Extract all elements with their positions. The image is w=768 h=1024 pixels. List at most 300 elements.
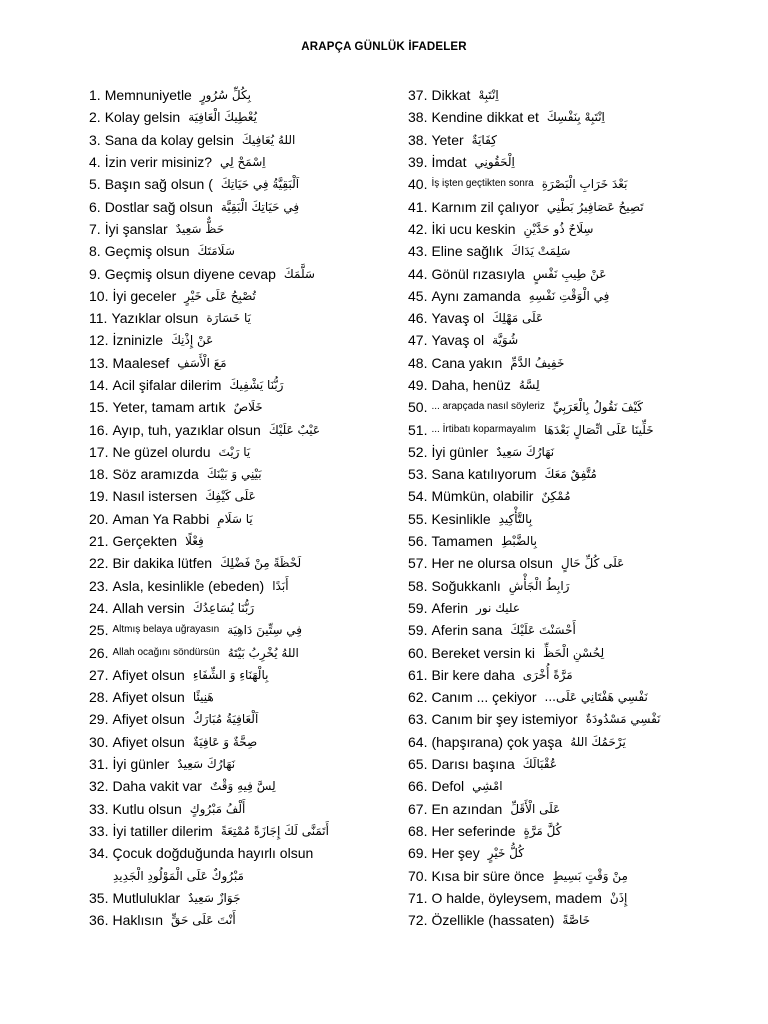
turkish-phrase: O halde, öyleysem, madem <box>431 889 602 906</box>
list-item <box>89 418 389 440</box>
item-number: 60. <box>408 644 428 661</box>
turkish-phrase: Darısı başına <box>431 756 515 773</box>
item-number: 33. <box>89 800 109 817</box>
arabic-phrase: فِي حَيَاتِكَ الْبَقِيَّة <box>220 199 300 214</box>
turkish-phrase: Memnuniyetle <box>104 87 192 104</box>
list-item <box>89 396 389 418</box>
list-item <box>89 485 389 507</box>
arabic-phrase: إِذَنْ <box>609 890 628 905</box>
item-number: 20. <box>89 510 109 527</box>
item-number: 64. <box>408 733 428 750</box>
list-item <box>408 240 753 262</box>
arabic-phrase: هَنِيئًا <box>192 690 214 705</box>
turkish-phrase: İki ucu keskin <box>431 220 516 237</box>
list-item <box>89 151 389 173</box>
item-number: 63. <box>408 711 428 728</box>
item-number: 68. <box>408 822 428 839</box>
turkish-phrase: Allah versin <box>112 599 185 616</box>
arabic-phrase: مَرَّةً أُخْرَى <box>522 667 573 682</box>
turkish-phrase: Canım ... çekiyor <box>431 689 537 706</box>
list-item <box>408 262 753 284</box>
item-number: 30. <box>89 733 109 750</box>
list-item <box>408 485 753 507</box>
arabic-phrase: عَنْ إِذْنِكَ <box>171 333 214 348</box>
list-item <box>408 798 753 820</box>
arabic-phrase: يَا خَسَارَة <box>206 311 252 326</box>
turkish-phrase: ... arapçada nasıl söyleriz <box>431 401 545 413</box>
turkish-phrase: Afiyet olsun <box>112 711 185 728</box>
left-column <box>89 84 389 931</box>
arabic-phrase: لِسَّهُ <box>518 378 540 392</box>
list-item <box>408 842 753 864</box>
arabic-phrase: يُعْطِيكَ الْعَافِيَة <box>188 110 257 125</box>
item-number: 5. <box>89 176 101 193</box>
list-item <box>89 218 389 240</box>
arabic-phrase: تُصْبِحُ عَلَى خَيْرٍ <box>184 288 256 303</box>
list-item <box>89 864 389 886</box>
turkish-phrase: Gönül rızasıyla <box>431 265 525 282</box>
arabic-phrase: عَنْ طِيبِ نَفْسٍ <box>532 266 607 281</box>
turkish-phrase: İyi günler <box>431 443 489 460</box>
item-number: 71. <box>408 889 428 906</box>
item-number: 29. <box>89 711 109 728</box>
item-number: 58. <box>408 577 428 594</box>
turkish-phrase: Geçmiş olsun diyene cevap <box>104 265 276 282</box>
list-item <box>408 619 753 641</box>
item-number: 11. <box>89 310 108 327</box>
arabic-phrase: عليك نور <box>476 600 521 615</box>
turkish-phrase: Soğukkanlı <box>431 577 501 594</box>
item-number: 31. <box>89 756 109 773</box>
arabic-phrase: كُلُّ خَيْرٍ <box>487 846 524 861</box>
arabic-phrase: مِنْ وَقْتٍ بَسِيطٍ <box>552 868 628 883</box>
list-item <box>89 731 389 753</box>
arabic-phrase: سَلِمَتْ يَدَاكَ <box>511 244 571 259</box>
turkish-phrase: Eline sağlık <box>431 243 504 260</box>
item-number: 24. <box>89 599 109 616</box>
item-number: 57. <box>408 555 428 572</box>
turkish-phrase: Bereket versin ki <box>431 644 535 661</box>
turkish-phrase: İmdat <box>431 154 467 171</box>
turkish-phrase: Her seferinde <box>431 822 516 839</box>
arabic-phrase: اِسْمَحْ لِي <box>220 155 266 170</box>
item-number: 59. <box>408 599 428 616</box>
arabic-phrase: بِالتَّأْكِيدِ <box>498 511 533 526</box>
turkish-phrase: Maalesef <box>112 354 170 371</box>
arabic-phrase: مَبْرُوكٌ عَلَى الْمَوْلُودِ الْجَدِيدِ <box>113 868 244 883</box>
item-number: 4. <box>89 154 101 171</box>
turkish-phrase: Tamamen <box>431 533 493 550</box>
turkish-phrase: Afiyet olsun <box>112 666 185 683</box>
list-item <box>408 129 753 151</box>
arabic-phrase: خَلَاصٌ <box>233 400 263 415</box>
list-item <box>408 508 753 530</box>
list-item <box>89 842 389 864</box>
item-number: 56. <box>408 533 428 550</box>
list-item <box>408 909 753 931</box>
list-item <box>408 173 753 195</box>
arabic-phrase: مُتَّفِقٌ مَعَكَ <box>544 467 597 482</box>
item-number: 26. <box>89 644 109 661</box>
item-number: 70. <box>408 867 428 884</box>
item-number: 44. <box>408 265 428 282</box>
turkish-phrase: (hapşırana) çok yaşa <box>431 733 563 750</box>
item-number: 1. <box>89 87 101 104</box>
list-item <box>408 887 753 909</box>
right-column <box>408 84 753 931</box>
item-number: 45. <box>408 287 428 304</box>
turkish-phrase: En azından <box>431 800 503 817</box>
arabic-phrase: خَلِّينَا عَلَى اتِّصَالٍ بَعْدَهَا <box>543 422 654 437</box>
arabic-phrase: فِي الْوَقْتِ نَفْسِهِ <box>528 288 610 303</box>
item-number: 49. <box>408 377 428 393</box>
turkish-phrase: Aferin sana <box>431 622 503 639</box>
turkish-phrase: İyi tatiller dilerim <box>112 822 213 839</box>
item-number: 69. <box>408 845 428 862</box>
list-item <box>89 106 389 128</box>
turkish-phrase: Mümkün, olabilir <box>431 488 534 505</box>
list-item <box>89 463 389 485</box>
turkish-phrase: Bir kere daha <box>431 666 515 683</box>
item-number: 35. <box>89 889 109 906</box>
turkish-phrase: Haklısın <box>112 912 164 929</box>
item-number: 38. <box>408 109 428 126</box>
arabic-phrase: حَظٌّ سَعِيدٌ <box>175 221 225 236</box>
item-number: 67. <box>408 800 428 817</box>
turkish-phrase: Aynı zamanda <box>431 287 521 304</box>
list-item <box>408 151 753 173</box>
list-item <box>408 820 753 842</box>
arabic-phrase: بِالْهَنَاءِ وَ الشِّفَاءِ <box>192 667 269 682</box>
turkish-phrase: Allah ocağını söndürsün <box>112 646 220 658</box>
item-number: 21. <box>89 533 109 550</box>
item-number: 8. <box>89 243 101 260</box>
list-item <box>408 396 753 418</box>
list-item <box>89 441 389 463</box>
list-item <box>89 173 389 195</box>
arabic-phrase: كُلَّ مَرَّةٍ <box>523 823 562 838</box>
arabic-phrase: بِالضَّبْطِ <box>500 534 538 549</box>
item-number: 19. <box>89 488 109 505</box>
turkish-phrase: Dostlar sağ olsun <box>104 198 213 215</box>
item-number: 54. <box>408 488 428 505</box>
item-number: 13. <box>89 354 109 371</box>
item-number: 12. <box>89 332 109 349</box>
turkish-phrase: Daha, henüz <box>431 377 511 393</box>
turkish-phrase: Defol <box>431 778 465 795</box>
list-item <box>89 686 389 708</box>
arabic-phrase: خَفِيفُ الدَّمِّ <box>510 355 565 370</box>
turkish-phrase: Yeter, tamam artık <box>112 399 226 416</box>
item-number: 38. <box>408 131 428 148</box>
list-item <box>408 352 753 374</box>
item-number: 46. <box>408 310 428 327</box>
list-item <box>408 329 753 351</box>
item-number: 50. <box>408 399 428 416</box>
turkish-phrase: Kısa bir süre önce <box>431 867 545 884</box>
turkish-phrase: İzninizle <box>112 332 164 349</box>
arabic-phrase: خَاصَّةً <box>562 913 591 928</box>
list-item <box>408 686 753 708</box>
list-item <box>89 798 389 820</box>
list-item <box>408 575 753 597</box>
list-item <box>89 664 389 686</box>
list-item <box>408 641 753 663</box>
arabic-phrase: يَا رَيْتَ <box>218 444 251 459</box>
list-item <box>89 530 389 552</box>
list-item <box>89 307 389 329</box>
turkish-phrase: İş işten geçtikten sonra <box>431 178 534 190</box>
list-item <box>89 641 389 663</box>
item-number: 40. <box>408 176 428 193</box>
item-number: 41. <box>408 198 428 215</box>
arabic-phrase: سِلَاحٌ ذُو حَدَّيْنِ <box>523 221 594 236</box>
item-number: 48. <box>408 354 428 371</box>
turkish-phrase: Çocuk doğduğunda hayırlı olsun <box>112 845 314 862</box>
turkish-phrase: Özellikle (hassaten) <box>431 912 555 929</box>
page-title: ARAPÇA GÜNLÜK İFADELER <box>301 41 467 53</box>
list-item <box>89 195 389 217</box>
turkish-phrase: Daha vakit var <box>112 778 202 795</box>
turkish-phrase: Geçmiş olsun <box>104 243 190 260</box>
turkish-phrase: ... İrtibatı koparmayalım <box>431 423 536 435</box>
list-item <box>408 195 753 217</box>
item-number: 32. <box>89 778 109 795</box>
arabic-phrase: اِلْحَقُونِي <box>474 155 515 170</box>
turkish-phrase: Bir dakika lütfen <box>112 555 213 572</box>
turkish-phrase: Cana yakın <box>431 354 503 371</box>
arabic-phrase: بِكُلِّ سُرُورٍ <box>199 88 251 103</box>
arabic-phrase: نَفْسِي هَفْتَانِي عَلَى... <box>544 690 648 705</box>
list-item <box>89 374 389 396</box>
item-number: 72. <box>408 912 428 929</box>
turkish-phrase: Canım bir şey istemiyor <box>431 711 578 728</box>
arabic-phrase: شُوَيَّة <box>492 333 519 348</box>
list-item <box>408 552 753 574</box>
arabic-phrase: اللهُ يُخْرِبُ بَيْتَهُ <box>227 645 299 660</box>
list-item <box>408 530 753 552</box>
arabic-phrase: لَحْظَةً مِنْ فَضْلِكَ <box>220 556 302 571</box>
item-number: 43. <box>408 243 428 260</box>
turkish-phrase: Kutlu olsun <box>112 800 182 817</box>
arabic-phrase: مَعَ الْأَسَفِ <box>177 355 227 370</box>
arabic-phrase: عَلَى كُلِّ حَالٍ <box>560 556 625 571</box>
arabic-phrase: أَتَمَنَّى لَكَ إِجَازَةً مُمْتِعَةً <box>220 823 329 838</box>
arabic-phrase: نَهَارُكَ سَعِيدٌ <box>496 444 555 459</box>
item-number: 42. <box>408 220 428 237</box>
arabic-phrase: سَلَامَتَكَ <box>197 244 235 259</box>
item-number: 34. <box>89 845 109 862</box>
arabic-phrase: رَابِطُ الْجَأْشِ <box>508 578 570 593</box>
turkish-phrase: Ne güzel olurdu <box>112 443 211 460</box>
list-item <box>89 597 389 619</box>
arabic-phrase: لِسَّ فِيهِ وَقْتٌ <box>209 779 276 794</box>
list-item <box>89 508 389 530</box>
item-number: 23. <box>89 577 109 594</box>
list-item <box>89 775 389 797</box>
arabic-phrase: بَيْنِي وَ بَيْنَكَ <box>206 467 262 482</box>
turkish-phrase: Her ne olursa olsun <box>431 555 553 572</box>
turkish-phrase: İyi geceler <box>112 287 177 304</box>
arabic-phrase: أَبَدًا <box>272 578 289 593</box>
list-item <box>89 820 389 842</box>
item-number: 37. <box>408 87 428 104</box>
arabic-phrase: مُمْكِنٌ <box>541 489 571 504</box>
arabic-phrase: أَلْفُ مَبْرُوكٍ <box>189 801 246 816</box>
turkish-phrase: Aman Ya Rabbi <box>112 510 210 527</box>
item-number: 39. <box>408 154 428 171</box>
list-item <box>408 374 753 396</box>
item-number: 62. <box>408 689 428 706</box>
turkish-phrase: Afiyet olsun <box>112 689 185 706</box>
list-item <box>408 84 753 106</box>
turkish-phrase: Acil şifalar dilerim <box>112 377 222 393</box>
list-item <box>89 285 389 307</box>
arabic-phrase: اَلْعَافِيَةُ مُبَارَكٌ <box>192 712 259 727</box>
turkish-phrase: Sana katılıyorum <box>431 466 537 483</box>
list-item <box>408 597 753 619</box>
list-item <box>89 552 389 574</box>
item-number: 22. <box>89 555 109 572</box>
arabic-phrase: عُقْبَالَكَ <box>522 757 558 772</box>
turkish-phrase: İyi şanslar <box>104 220 168 237</box>
item-number: 28. <box>89 689 109 706</box>
item-number: 16. <box>89 421 109 438</box>
item-number: 55. <box>408 510 428 527</box>
arabic-phrase: نَهَارُكَ سَعِيدٌ <box>177 757 236 772</box>
list-item <box>408 463 753 485</box>
item-number: 59. <box>408 622 428 639</box>
item-number: 65. <box>408 756 428 773</box>
list-item <box>89 129 389 151</box>
turkish-phrase: Karnım zil çalıyor <box>431 198 539 215</box>
arabic-phrase: عَلَى مَهْلِكَ <box>492 311 544 326</box>
list-item <box>408 664 753 686</box>
turkish-phrase: İyi günler <box>112 756 170 773</box>
turkish-phrase: Yavaş ol <box>431 332 485 349</box>
item-number: 6. <box>89 198 101 215</box>
list-item <box>408 775 753 797</box>
arabic-phrase: فِعْلًا <box>185 534 204 549</box>
turkish-phrase: Mutluluklar <box>112 889 181 906</box>
list-item <box>89 262 389 284</box>
list-item <box>89 753 389 775</box>
item-number: 9. <box>89 265 101 282</box>
arabic-phrase: كَيْفَ نَقُولُ بِالْعَرَبِيِّ <box>552 400 643 415</box>
item-number: 52. <box>408 443 428 460</box>
turkish-phrase: Gerçekten <box>112 533 178 550</box>
item-number: 14. <box>89 377 109 393</box>
item-number: 36. <box>89 912 109 929</box>
list-item <box>408 441 753 463</box>
list-item <box>408 218 753 240</box>
arabic-phrase: عَيْبٌ عَلَيْكَ <box>268 422 321 437</box>
item-number: 15. <box>89 399 109 416</box>
item-number: 47. <box>408 332 428 349</box>
turkish-phrase: Her şey <box>431 845 480 862</box>
arabic-phrase: تَصِيحُ عَصَافِيرُ بَطْنِي <box>546 199 644 214</box>
turkish-phrase: Yazıklar olsun <box>111 310 199 327</box>
list-item <box>89 575 389 597</box>
item-number: 18. <box>89 466 109 483</box>
arabic-phrase: جَوَازٌ سَعِيدٌ <box>188 890 241 905</box>
list-item <box>89 84 389 106</box>
list-item <box>408 753 753 775</box>
item-number: 25. <box>89 622 109 639</box>
arabic-phrase: بَعْدَ خَرَابِ الْبَصْرَةِ <box>541 177 628 192</box>
item-number: 27. <box>89 666 109 683</box>
turkish-phrase: Kendine dikkat et <box>431 109 539 126</box>
turkish-phrase: Yavaş ol <box>431 310 485 327</box>
turkish-phrase: Altmış belaya uğrayasın <box>112 624 220 636</box>
item-number: 10. <box>89 287 109 304</box>
arabic-phrase: سَلَّمَكَ <box>283 266 315 281</box>
item-number: 3. <box>89 131 101 148</box>
turkish-phrase: Nasıl istersen <box>112 488 198 505</box>
list-item <box>89 240 389 262</box>
turkish-phrase: Söz aramızda <box>112 466 199 483</box>
list-item <box>408 708 753 730</box>
arabic-phrase: اِنْتَبِهْ <box>478 88 499 103</box>
arabic-phrase: كِفَايَةٌ <box>471 132 497 147</box>
arabic-phrase: اِنْتَبِهْ بِنَفْسِكَ <box>546 110 605 125</box>
turkish-phrase: Afiyet olsun <box>112 733 185 750</box>
item-number: 2. <box>89 109 101 126</box>
turkish-phrase: Ayıp, tuh, yazıklar olsun <box>112 421 261 438</box>
arabic-phrase: نَفْسِي مَسْدُودَةٌ <box>585 712 661 727</box>
turkish-phrase: İzin verir misiniz? <box>104 154 213 171</box>
arabic-phrase: يَا سَلَامِ <box>217 511 253 526</box>
arabic-phrase: أَنْتَ عَلَى حَقٍّ <box>171 913 236 928</box>
turkish-phrase: Başın sağ olsun ( <box>104 176 213 193</box>
arabic-phrase: صِحَّةٌ وَ عَافِيَةٌ <box>192 734 258 749</box>
arabic-phrase: امْشِي <box>472 779 503 794</box>
arabic-phrase: اَلْبَقِيَّةُ فِي حَيَاتِكَ <box>220 177 300 192</box>
item-number: 33. <box>89 822 109 839</box>
item-number: 61. <box>408 666 428 683</box>
arabic-phrase: رَبُّنَا يَشْفِيكَ <box>229 378 284 392</box>
item-number: 66. <box>408 778 428 795</box>
list-item <box>408 731 753 753</box>
arabic-phrase: فِي سِتِّينَ دَاهِيَة <box>227 623 303 638</box>
turkish-phrase: Sana da kolay gelsin <box>104 131 234 148</box>
list-item <box>408 307 753 329</box>
list-item <box>89 352 389 374</box>
item-number: 7. <box>89 220 101 237</box>
list-item <box>89 619 389 641</box>
list-item <box>408 864 753 886</box>
arabic-phrase: عَلَى الْأَقَلِّ <box>510 801 561 816</box>
item-number: 51. <box>408 421 428 438</box>
turkish-phrase: Asla, kesinlikle (ebeden) <box>112 577 265 594</box>
turkish-phrase: Aferin <box>431 599 469 616</box>
arabic-phrase: رَبُّنَا يُسَاعِدُكَ <box>192 600 255 615</box>
arabic-phrase: اللهُ يُعَافِيكَ <box>241 132 296 147</box>
list-item <box>89 708 389 730</box>
turkish-phrase: Kolay gelsin <box>104 109 181 126</box>
list-item <box>408 418 753 440</box>
turkish-phrase: Dikkat <box>431 87 471 104</box>
arabic-phrase: يَرْحَمُكَ اللهُ <box>570 734 626 749</box>
list-item <box>89 329 389 351</box>
list-item <box>89 909 389 931</box>
arabic-phrase: أَحْسَنْتَ عَلَيْكَ <box>510 623 576 638</box>
item-number: 53. <box>408 466 428 483</box>
list-item <box>408 106 753 128</box>
arabic-phrase: لِحُسْنِ الْحَظِّ <box>542 645 605 660</box>
item-number: 17. <box>89 443 109 460</box>
turkish-phrase: Yeter <box>431 131 464 148</box>
